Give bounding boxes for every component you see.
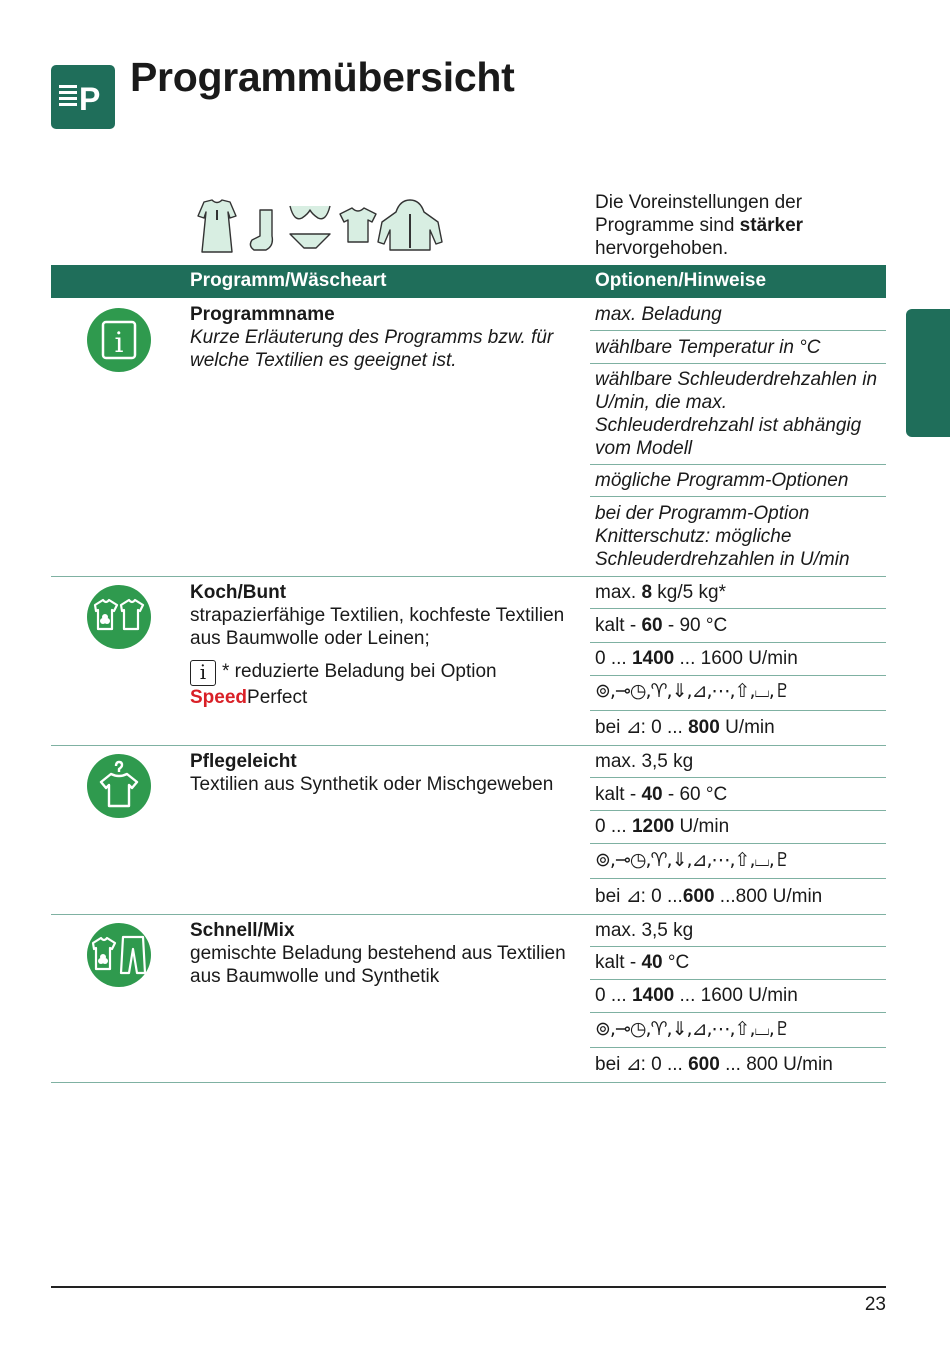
speed-label: Speed xyxy=(190,687,248,708)
option-load: max. 3,5 kg xyxy=(595,920,694,941)
clothing-types-icon xyxy=(190,196,445,256)
option-spin: 0 ... 1400 ... 1600 U/min xyxy=(595,985,798,1006)
reduced-load-note: i * reduzierte Beladung bei Option SpeedPerfect xyxy=(190,660,497,708)
footer-divider xyxy=(51,1286,886,1288)
legend-name: Programmname xyxy=(190,304,335,325)
program-name: Schnell/Mix xyxy=(190,920,295,941)
option-crease-guard: bei ⊿: 0 ... 800 U/min xyxy=(595,716,775,738)
intro-note: Die Voreinstellungen der Programme sind stärker hervorgehoben. xyxy=(595,192,804,259)
option-symbols: ⊚,⊸◷,♈,⇓,⊿,⋯,⇧,⌴,♇ xyxy=(595,1018,790,1040)
section-side-tab xyxy=(906,309,950,437)
program-desc: strapazierfähige Textilien, kochfeste Textilien aus Baumwolle oder Leinen; xyxy=(190,605,565,649)
col-header-options: Optionen/Hinweise xyxy=(595,270,767,291)
legend-option: wählbare Temperatur in °C xyxy=(595,337,821,358)
option-temperature: kalt - 40 - 60 °C xyxy=(595,784,728,805)
option-crease-guard: bei ⊿: 0 ... 600 ... 800 U/min xyxy=(595,1053,833,1075)
crease-icon: ⊿ xyxy=(625,716,641,738)
table-header xyxy=(51,265,886,298)
option-load: max. 8 kg/5 kg* xyxy=(595,582,726,603)
option-load: max. 3,5 kg xyxy=(595,751,694,772)
badge-letter: P xyxy=(79,81,101,117)
program-badge-icon xyxy=(51,65,115,129)
legend-desc: Kurze Erläuterung des Programms bzw. für welche Textilien es geeignet ist. xyxy=(190,327,554,371)
page-number: 23 xyxy=(864,1294,886,1315)
option-crease-guard: bei ⊿: 0 ...600 ...800 U/min xyxy=(595,885,823,907)
legend-option: max. Beladung xyxy=(595,304,722,325)
page-title: Programmübersicht xyxy=(130,54,515,100)
program-desc: gemischte Beladung bestehend aus Textilien aus Baumwolle und Synthetik xyxy=(190,943,566,987)
info-program-icon xyxy=(87,308,151,372)
legend-text xyxy=(190,303,585,372)
info-icon: i xyxy=(190,660,216,686)
crease-icon: ⊿ xyxy=(625,1053,641,1075)
program-name: Koch/Bunt xyxy=(190,582,287,603)
legend-option: mögliche Programm-Optionen xyxy=(595,470,849,491)
col-header-program: Programm/Wäscheart xyxy=(190,270,387,291)
option-spin: 0 ... 1400 ... 1600 U/min xyxy=(595,648,798,669)
program-desc: Textilien aus Synthetik oder Mischgeweben xyxy=(190,774,554,795)
program-pflegeleicht xyxy=(190,750,585,796)
legend-option: wählbare Schleuderdrehzahlen in U/min, die max. Schleuderdrehzahl ist abhängig vom Modell xyxy=(595,369,878,459)
option-symbols: ⊚,⊸◷,♈,⇓,⊿,⋯,⇧,⌴,♇ xyxy=(595,680,790,702)
easy-care-program-icon xyxy=(87,754,151,818)
option-symbols: ⊚,⊸◷,♈,⇓,⊿,⋯,⇧,⌴,♇ xyxy=(595,849,790,871)
program-name: Pflegeleicht xyxy=(190,751,297,772)
legend-option: bei der Programm-Option Knitterschutz: mögliche Schleuderdrehzahlen in U/min xyxy=(595,503,850,570)
option-spin: 0 ... 1200 U/min xyxy=(595,816,730,837)
crease-icon: ⊿ xyxy=(625,885,641,907)
program-schnell-mix xyxy=(190,919,585,988)
svg-text:i: i xyxy=(114,326,124,359)
cotton-program-icon xyxy=(87,585,151,649)
option-temperature: kalt - 60 - 90 °C xyxy=(595,615,728,636)
program-koch-bunt xyxy=(190,581,585,650)
option-temperature: kalt - 40 °C xyxy=(595,952,690,973)
quick-mix-program-icon xyxy=(87,923,151,987)
